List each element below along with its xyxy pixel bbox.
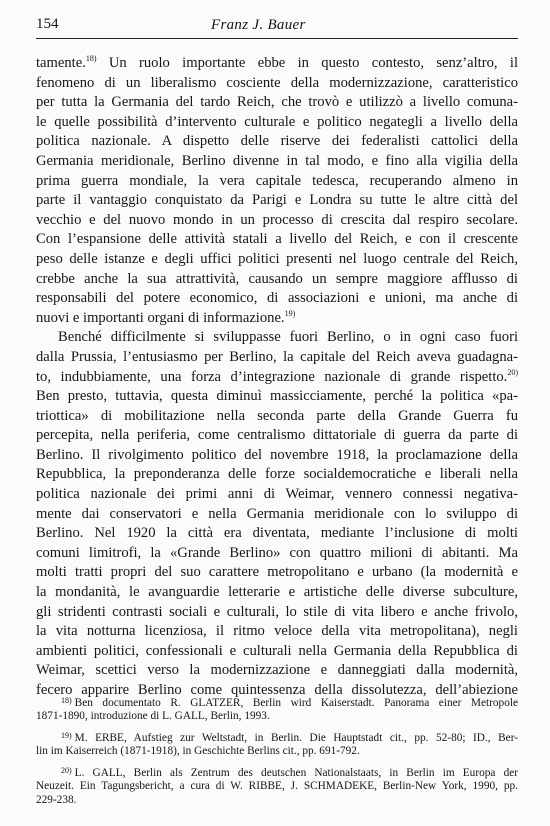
text-line-content: ambienti politici, confessionali e culturali nella Germania della Repubblica di (36, 642, 518, 659)
text-line-content: to, indubbiamente, una forza d’integrazione nazionale di grande rispetto. (36, 368, 508, 385)
footnote-text: Ben documentato R. GLATZER, Berlin wird Kaiserstadt. Panorama einer Metropole (74, 697, 518, 709)
text-line (36, 407, 518, 427)
text-line-content: prima guerra mondiale, la vera capitale tedesca, recuperando almeno in (36, 172, 518, 189)
text-line (36, 524, 518, 544)
text-line-content: tamente. (36, 55, 86, 71)
text-line-content: per tutta la Germania del tardo Reich, che trovò e utilizzò a livello comuna- (36, 94, 518, 111)
text-line (36, 622, 518, 642)
text-line-content: percepita, nella periferia, come centralismo dittatoriale di guerra da parte di (36, 427, 518, 444)
text-line (36, 230, 518, 250)
text-line-content: la mondanità, le avanguardie letterarie e artistiche delle diverse subculture, (36, 584, 518, 601)
footnote-text: Neuzeit. Ein Tagungsbericht, a cura di W. RIBBE, J. SCHMADEKE, Berlin-New York, 1990, pp. (36, 779, 518, 792)
page-header (36, 14, 518, 40)
text-line-content: Berlino. Nel 1920 la città era diventata, mediante l’inclusione di molti (36, 525, 518, 542)
text-line-content: Germania meridionale, Berlino divenne in tal modo, e fino alla vigilia della (36, 152, 518, 169)
footnote-line (36, 793, 518, 808)
text-line (36, 661, 518, 681)
text-line (36, 465, 518, 485)
text-line-continuation: Un ruolo importante ebbe in questo contesto, senz’altro, il (96, 55, 518, 71)
footnote-line (36, 779, 518, 794)
text-line (36, 544, 518, 564)
footnote-reference: 18) (85, 54, 97, 63)
text-line-content: molti tratti propri del suo carattere metropolitano e urbano (la modernità e (36, 564, 518, 581)
text-line-content: Repubblica, la preponderanza delle forze socialdemocratiche e liberali nella (36, 466, 518, 483)
page-number: 154 (36, 16, 59, 32)
text-line-content: responsabili del potere economico, di associazioni e unioni, ma anche di (36, 290, 518, 307)
text-line-content: Con l’espansione delle attività statali a livello del Reich, e con il crescente (36, 231, 518, 248)
text-line-content: triottica» di mobilitazione nella seconda parte della Grande Guerra fu (36, 407, 518, 424)
text-line (36, 113, 518, 133)
text-line (36, 54, 518, 74)
text-line-content: comuni limitrofi, la «Grande Berlino» con quattro milioni di abitanti. Ma (36, 544, 518, 561)
footnote-line (36, 744, 518, 759)
footnote-text: 229-238. (36, 794, 77, 806)
text-line (36, 348, 518, 368)
text-line (36, 426, 518, 446)
text-line-content: Weimar, scettici verso la modernizzazione e danneggiati dalla modernità, (36, 662, 518, 679)
text-line (36, 583, 518, 603)
text-line-content: la vita notturna licenziosa, il ritmo veloce della vita metropolitana), negli (36, 623, 518, 640)
text-line (36, 152, 518, 172)
footnote-text: M. ERBE, Aufstieg zur Weltstadt, in Berlin. Die Hauptstadt cit., pp. 52-80; ID., Ber- (74, 732, 518, 744)
footnote-text: lin im Kaiserreich (1871-1918), in Geschichte Berlins cit., pp. 691-792. (36, 744, 360, 757)
text-line (36, 250, 518, 270)
text-line-content: Benché difficilmente si sviluppasse fuori Berlino, o in ogni caso fuori (58, 329, 518, 346)
text-line-content: politica nazionale dei primi anni di Weimar, vennero connessi negativa- (36, 486, 518, 503)
footnote-line (36, 729, 518, 744)
text-line-content: gli stridenti contrasti sociali e culturali, lo stile di vita libero e anche frivolo, (36, 603, 518, 620)
text-line-content: Ben presto, tuttavia, questa diminuì massicciamente, perché la politica «pa- (36, 388, 518, 405)
text-line (36, 505, 518, 525)
text-line (36, 191, 518, 211)
running-head: Franz J. Bauer (211, 17, 306, 33)
footnote-number: 19) (61, 731, 72, 740)
text-line (36, 328, 518, 348)
footnotes (36, 694, 518, 808)
text-line (36, 387, 518, 407)
text-line-content: crebbe anche la sua attrattività, causando un sempre maggiore afflusso di (36, 270, 518, 287)
text-line-content: le quelle possibilità d’intervento culturale e politico negategli a livello della (36, 113, 518, 130)
text-line-content: nuovi e importanti organi di informazione. (36, 309, 285, 326)
text-line-content: fecero apparire Berlino come quintessenza della dissolutezza, dell’abiezione (36, 682, 518, 698)
footnote-text: L. GALL, Berlin als Zentrum des deutschen Nationalstaats, in Berlin im Europa der (74, 767, 518, 779)
text-line (36, 309, 518, 329)
footnote-line (36, 709, 518, 724)
text-line (36, 132, 518, 152)
text-line-content: Berlino. Il rivolgimento politico del novembre 1918, la proclamazione della (36, 446, 518, 463)
text-line (36, 368, 518, 388)
text-line (36, 172, 518, 192)
text-line-content: peso delle istanze e degli uffici politici presenti nel luogo centrale del Reich, (36, 250, 518, 267)
text-line-content: mente dai conservatori e nella Germania meridionale con lo sviluppo di (36, 505, 518, 522)
text-line (36, 270, 518, 290)
footnote-number: 20) (61, 766, 72, 775)
footnote-text: 1871-1890, introduzione di L. GALL, Berlin, 1993. (36, 709, 270, 722)
text-line (36, 563, 518, 583)
text-line (36, 446, 518, 466)
body-text (36, 54, 518, 701)
text-line (36, 642, 518, 662)
header-rule (36, 38, 518, 39)
footnote-number: 18) (61, 696, 72, 705)
footnote-reference: 19) (284, 308, 296, 318)
text-line (36, 289, 518, 309)
text-line (36, 485, 518, 505)
text-line-content: parte il vantaggio conquistato da Parigi e Londra su tutte le altre città del (36, 192, 518, 209)
text-line-content: dalla Prussia, l’entusiasmo per Berlino, la capitale del Reich aveva guadagna- (36, 348, 518, 365)
footnote-reference: 20) (507, 367, 518, 377)
text-line (36, 93, 518, 113)
text-line-content: vecchio e del nuovo mondo in un processo di crescita dal respiro secolare. (36, 211, 518, 228)
text-line (36, 603, 518, 623)
footnote-line (36, 694, 518, 709)
text-line-content: politica nazionale. A dispetto delle riserve dei federalisti cattolici della (36, 133, 518, 150)
text-line (36, 74, 518, 94)
footnote-line (36, 764, 518, 779)
text-line (36, 211, 518, 231)
text-line-content: fenomeno di un liberalismo cosciente della modernizzazione, caratteristico (36, 74, 518, 91)
